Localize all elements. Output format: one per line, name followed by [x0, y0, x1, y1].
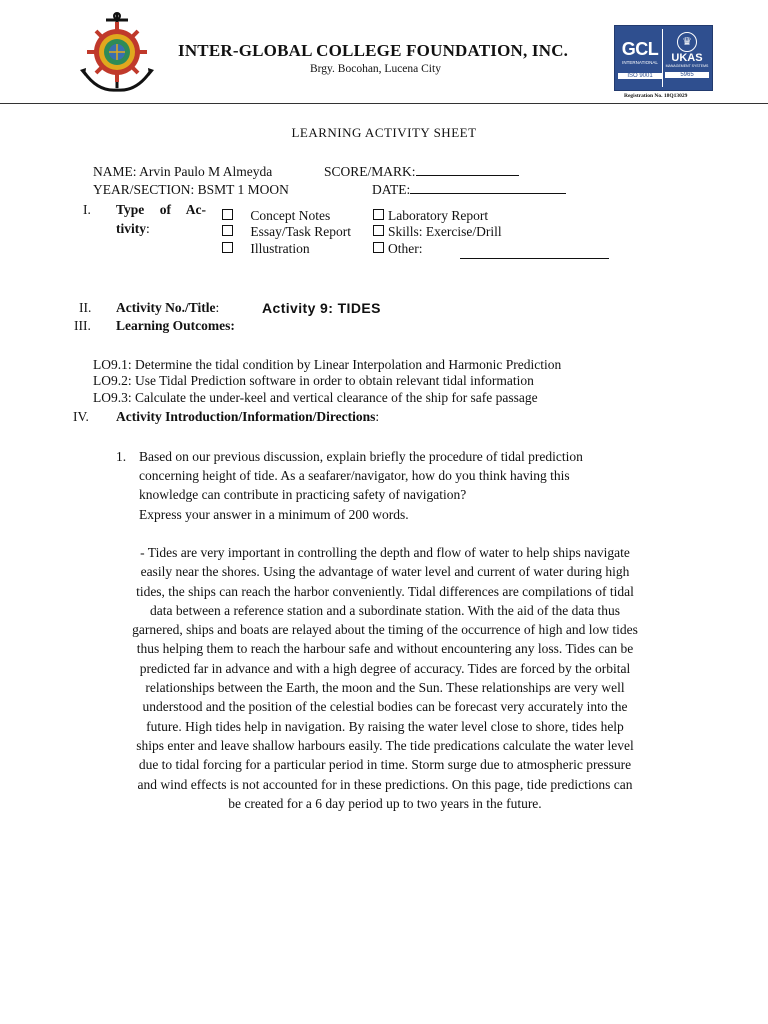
answer-line: due to tidal forcing for a particular period in time. Storm surge due to atmospheric pressure	[138, 757, 632, 773]
section-1-numeral: I.	[83, 202, 91, 217]
question-line: concerning height of tide. As a seafarer/navigator, how do you think having this	[139, 468, 570, 483]
college-name: INTER-GLOBAL COLLEGE FOUNDATION, INC.	[178, 41, 569, 60]
score-blank[interactable]	[416, 164, 519, 176]
college-seal-logo	[76, 10, 158, 94]
answer-line: data between a reference station and a subordinate station. With the aid of the data thus	[149, 602, 621, 618]
header-divider	[0, 103, 768, 104]
question-line: Based on our previous discussion, explain briefly the procedure of tidal prediction	[139, 449, 583, 464]
date-blank[interactable]	[410, 182, 566, 194]
answer-line: and wind effects is not accounted for in these predictions. On this page, tide predictions can	[137, 776, 633, 792]
activity-title-value: Activity 9: TIDES	[262, 300, 381, 316]
checkbox-icon[interactable]	[222, 209, 233, 220]
directions-label: Activity Introduction/Information/Directions:	[116, 409, 380, 424]
ukas-number: 5965	[665, 72, 709, 78]
option-label: Essay/Task Report	[250, 224, 352, 239]
certification-badge	[614, 25, 713, 91]
option-concept-notes[interactable]	[222, 208, 330, 224]
option-essay-task-report[interactable]	[222, 224, 351, 240]
year-label: YEAR/SECTION:	[93, 182, 195, 197]
outcome-item: LO9.1: Determine the tidal condition by Linear Interpolation and Harmonic Prediction	[93, 357, 562, 372]
question-line: Express your answer in a minimum of 200 words.	[139, 507, 409, 522]
option-laboratory-report[interactable]	[373, 208, 488, 224]
date-label: DATE:	[372, 182, 411, 197]
learning-outcomes-label: Learning Outcomes:	[116, 318, 235, 333]
score-field	[324, 164, 519, 180]
question-number: 1.	[116, 449, 127, 464]
ukas-subtitle: MANAGEMENT SYSTEMS	[665, 64, 709, 68]
answer-line: thus helping them to reach the harbour safe and without encountering any loss. Tides can be	[136, 641, 634, 657]
answer-line: relationships between the Earth, the moon and the Sun. These relationships are very well	[145, 680, 625, 696]
option-label: Laboratory Report	[388, 208, 489, 223]
year-section-field	[93, 182, 289, 198]
answer-line: be created for a 6 day period up to two years in the future.	[228, 795, 542, 811]
option-other[interactable]	[373, 241, 423, 257]
college-address: Brgy. Bocohan, Lucena City	[310, 63, 441, 75]
option-label: Other:	[388, 241, 423, 256]
answer-line: tides, the ships can reach the harbor conveniently. Tidal differences are compilations of tidal	[136, 583, 634, 599]
checkbox-icon[interactable]	[373, 209, 384, 220]
option-skills-exercise-drill[interactable]	[373, 224, 502, 240]
sheet-title: LEARNING ACTIVITY SHEET	[291, 125, 477, 140]
name-value: Arvin Paulo M Almeyda	[139, 164, 273, 179]
outcome-item: LO9.3: Calculate the under-keel and vertical clearance of the ship for safe passage	[93, 390, 538, 405]
checkbox-icon[interactable]	[373, 225, 384, 236]
answer-line: easily near the shores. Using the advantage of water level and current of water during high	[140, 564, 630, 580]
answer-line: ships enter and leave shallow harbours easily. The tide predications calculate the water level	[136, 737, 634, 753]
answer-line: - Tides are very important in controlling the depth and flow of water to help ships navigate	[140, 545, 630, 560]
section-2-numeral: II.	[79, 300, 92, 315]
option-label: Skills: Exercise/Drill	[388, 224, 502, 239]
crown-icon: ♛	[677, 32, 697, 52]
option-illustration[interactable]	[222, 241, 310, 257]
checkbox-icon[interactable]	[222, 242, 233, 253]
gcl-logo-text: GCL	[621, 39, 659, 59]
answer-line: future. High tides help in navigation. By raising the water level close to shore, tides help	[146, 718, 624, 734]
activity-title-label: Activity No./Title:	[116, 300, 220, 315]
score-label: SCORE/MARK:	[324, 164, 416, 179]
option-label: Concept Notes	[250, 208, 331, 223]
activity-type-label-line2: tivity:	[116, 221, 150, 236]
checkbox-icon[interactable]	[373, 242, 384, 253]
outcome-item: LO9.2: Use Tidal Prediction software in order to obtain relevant tidal information	[93, 373, 534, 388]
ukas-logo-text: UKAS	[671, 52, 703, 64]
section-4-numeral: IV.	[73, 409, 89, 424]
question-line: knowledge can contribute in practicing safety of navigation?	[139, 487, 467, 502]
answer-line: garnered, ships and boats are relayed about the timing of the occurrence of high and low tides	[132, 622, 638, 638]
name-field	[93, 164, 272, 180]
option-label: Illustration	[250, 241, 310, 256]
checkbox-icon[interactable]	[222, 225, 233, 236]
answer-paragraph	[90, 543, 680, 813]
activity-type-label-line1: Type of Ac-	[116, 202, 206, 217]
year-value: BSMT 1 MOON	[197, 182, 289, 197]
registration-number: Registration No. 18Q13029	[624, 93, 688, 99]
gcl-subtitle: INTERNATIONAL	[622, 60, 658, 65]
gcl-iso-label: ISO 9001	[618, 73, 662, 79]
answer-line: understood and the position of the celestial bodies can be forecast very accurately into the	[142, 699, 628, 715]
section-3-numeral: III.	[74, 318, 91, 333]
other-blank[interactable]	[460, 258, 609, 259]
answer-line: predicted far in advance and with a high degree of accuracy. Tides are forced by the orbital	[139, 660, 631, 676]
date-field	[372, 182, 566, 198]
name-label: NAME:	[93, 164, 137, 179]
